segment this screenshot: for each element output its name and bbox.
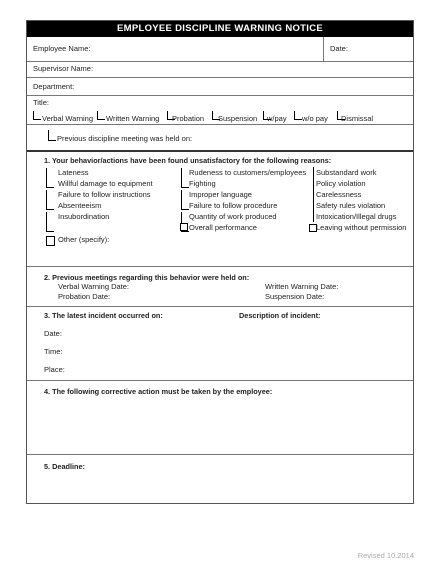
suspension-label: Suspension xyxy=(218,114,258,123)
reason-checkbox[interactable] xyxy=(46,168,54,188)
department-label: Department: xyxy=(33,82,75,91)
reason-improper-language: Improper language xyxy=(189,190,252,199)
verbal-warning-date-label: Verbal Warning Date: xyxy=(58,282,130,291)
dismissal-label: Dismissal xyxy=(341,114,374,123)
section1-heading: 1. Your behavior/actions have been found unsatisfactory for the following reasons: xyxy=(44,156,332,165)
reason-safety-rules: Safety rules violation xyxy=(316,201,386,210)
reason-policy-violation: Policy violation xyxy=(316,179,366,188)
discipline-form xyxy=(26,20,414,504)
reason-checkbox[interactable] xyxy=(181,168,189,188)
reason-intoxication: Intoxication/Illegal drugs xyxy=(316,212,397,221)
section3-heading: 3. The latest incident occurred on: xyxy=(44,311,163,320)
reason-fighting: Fighting xyxy=(189,179,216,188)
reason-leaving: Leaving without permission xyxy=(316,223,407,232)
section4-heading: 4. The following corrective action must be taken by the employee: xyxy=(44,387,273,396)
incident-time-label: Time: xyxy=(44,347,63,356)
revised-date: Revised 10.2014 xyxy=(357,551,414,560)
employee-name-label: Employee Name: xyxy=(33,44,91,53)
title-label: Title: xyxy=(33,98,49,107)
incident-place-label: Place: xyxy=(44,365,65,374)
reason-quantity-work: Quantity of work produced xyxy=(189,212,277,221)
reason-failure-procedure: Failure to follow procedure xyxy=(189,201,278,210)
reason-willful-damage: Willful damage to equipment xyxy=(58,179,153,188)
previous-meeting-checkbox[interactable] xyxy=(48,130,56,141)
divider xyxy=(27,77,413,78)
reason-overall-performance: Overall performance xyxy=(189,223,257,232)
suspension-date-label: Suspension Date: xyxy=(265,292,325,301)
incident-description-label: Description of incident: xyxy=(239,311,321,320)
reason-lateness: Lateness xyxy=(58,168,89,177)
date-label: Date: xyxy=(330,44,348,53)
reason-checkbox[interactable] xyxy=(46,212,54,232)
without-pay-label: w/o pay xyxy=(302,114,328,123)
reason-absenteeism: Absenteeism xyxy=(58,201,102,210)
other-specify-label: Other (specify): xyxy=(58,235,110,244)
divider xyxy=(27,61,413,62)
form-title: EMPLOYEE DISCIPLINE WARNING NOTICE xyxy=(27,21,413,37)
verbal-warning-checkbox[interactable] xyxy=(33,111,41,120)
divider xyxy=(27,266,413,267)
with-pay-label: w/pay xyxy=(267,114,287,123)
reason-substandard-work: Substandard work xyxy=(316,168,377,177)
written-warning-date-label: Written Warning Date: xyxy=(265,282,339,291)
reason-checkbox[interactable] xyxy=(181,190,189,210)
written-warning-checkbox[interactable] xyxy=(97,111,105,120)
divider xyxy=(27,306,413,307)
divider xyxy=(27,454,413,455)
supervisor-name-label: Supervisor Name: xyxy=(33,64,94,73)
section5-heading: 5. Deadline: xyxy=(44,462,85,471)
reason-rudeness: Rudeness to customers/employees xyxy=(189,168,307,177)
without-pay-checkbox[interactable] xyxy=(294,111,302,120)
divider xyxy=(27,150,413,152)
divider xyxy=(323,37,324,61)
reason-checkbox[interactable] xyxy=(46,190,54,210)
divider xyxy=(27,95,413,96)
previous-meeting-label: Previous discipline meeting was held on: xyxy=(57,134,193,143)
other-checkbox[interactable] xyxy=(46,236,55,246)
reason-carelessness: Carelessness xyxy=(316,190,362,199)
probation-date-label: Probation Date: xyxy=(58,292,111,301)
reason-checkbox[interactable] xyxy=(180,223,188,231)
divider xyxy=(27,124,413,125)
written-warning-label: Written Warning xyxy=(106,114,160,123)
probation-label: Probation xyxy=(172,114,205,123)
reason-failure-instructions: Failure to follow instructions xyxy=(58,190,151,199)
section2-heading: 2. Previous meetings regarding this behavior were held on: xyxy=(44,273,250,282)
reason-checkbox[interactable] xyxy=(313,167,314,222)
verbal-warning-label: Verbal Warning xyxy=(42,114,93,123)
reason-insubordination: Insubordination xyxy=(58,212,110,221)
divider xyxy=(27,380,413,381)
incident-date-label: Date: xyxy=(44,329,62,338)
